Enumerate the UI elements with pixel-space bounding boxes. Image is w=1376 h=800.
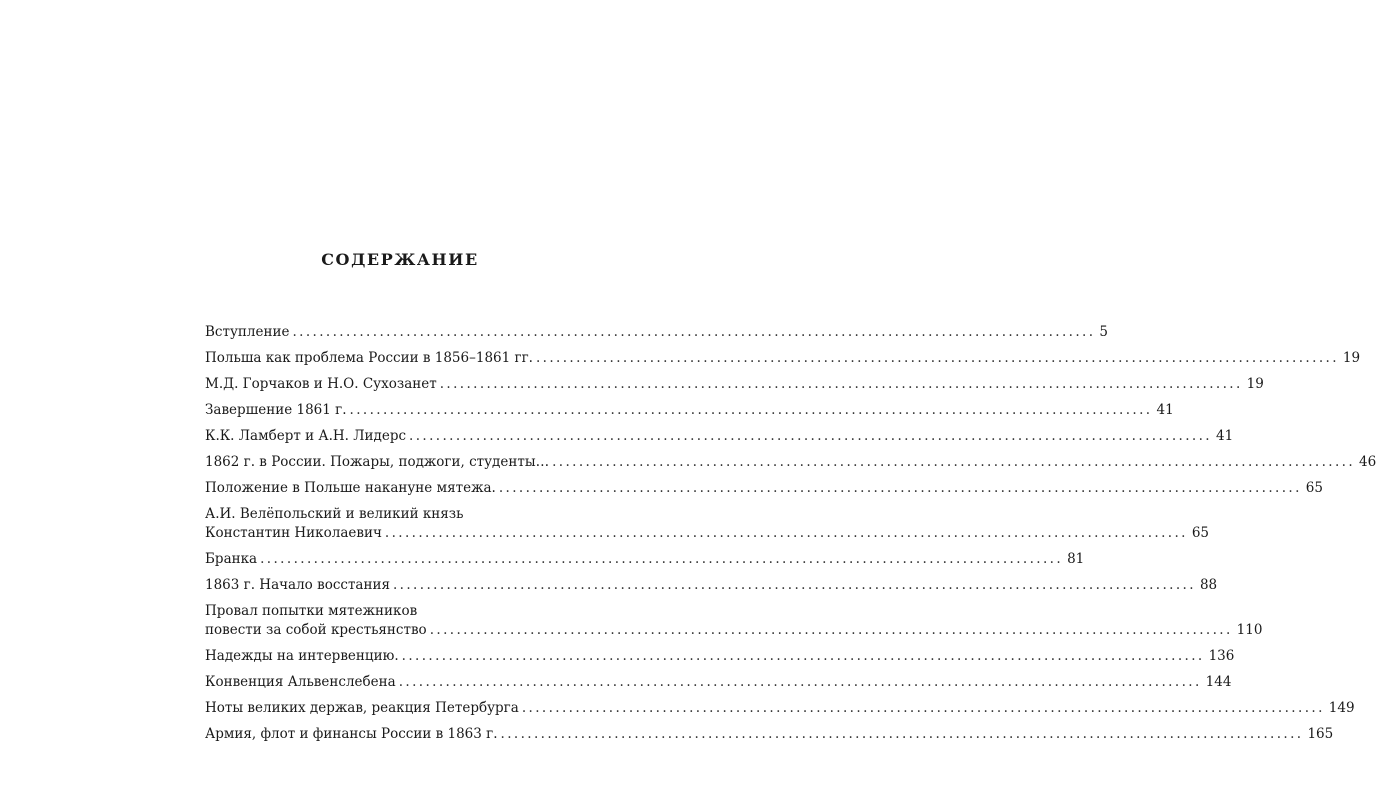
toc-page-number: 144 <box>1205 674 1232 690</box>
dot-leader: ........................................................................................................................ <box>260 551 1064 567</box>
toc-entry-row <box>205 453 1376 472</box>
toc-entry-row <box>205 576 1218 595</box>
dot-leader: ........................................................................................................................ <box>500 726 1304 742</box>
dot-leader: ........................................................................................................................ <box>552 454 1356 470</box>
dot-leader: ........................................................................................................................ <box>439 376 1243 392</box>
toc-page-number: 41 <box>1156 402 1174 418</box>
toc-page-number: 46 <box>1359 454 1376 470</box>
toc-entry <box>205 401 1174 420</box>
toc-entry-row <box>205 323 1108 342</box>
toc-entry-row <box>205 673 1232 692</box>
dot-leader: ........................................................................................................................ <box>292 324 1096 340</box>
toc-entry <box>205 576 1218 595</box>
toc-page-number: 136 <box>1208 648 1235 664</box>
toc-entry-row <box>205 427 1234 446</box>
toc-entry-row <box>205 699 1355 718</box>
toc-entry-row <box>205 375 1264 394</box>
toc-entry <box>205 479 1323 498</box>
toc-entry-title: Польша как проблема России в 1856–1861 гг. <box>205 350 533 366</box>
toc-entry-title: М.Д. Горчаков и Н.О. Сухозанет <box>205 376 437 392</box>
toc-entry-row <box>205 401 1174 420</box>
toc-entry-title: Завершение 1861 г. <box>205 402 347 418</box>
toc-page-number: 19 <box>1342 350 1361 366</box>
toc-entry <box>205 505 1210 543</box>
toc-page-number: 81 <box>1067 551 1085 567</box>
toc-entry-row <box>205 621 1263 640</box>
toc-entry <box>205 323 1108 342</box>
toc-entry <box>205 375 1264 394</box>
dot-leader: ........................................................................................................................ <box>521 700 1325 716</box>
toc-entry-title-line: Провал попытки мятежников <box>205 603 418 619</box>
toc-entry-row <box>205 647 1235 666</box>
toc-entry-title: Вступление <box>205 324 290 340</box>
toc-entry-title: 1863 г. Начало восстания <box>205 577 390 593</box>
toc-entry-row <box>205 479 1323 498</box>
toc-entry-row <box>205 550 1085 569</box>
toc-entry-title: К.К. Ламберт и А.Н. Лидерс <box>205 428 407 444</box>
toc-entry-title: Ноты великих держав, реакция Петербурга <box>205 700 519 716</box>
toc-entry-title: Армия, флот и финансы России в 1863 г. <box>205 726 498 742</box>
dot-leader: ........................................................................................................................ <box>535 350 1339 366</box>
toc-entry-row <box>205 524 1210 543</box>
toc-entry-title: Бранка <box>205 551 258 567</box>
toc-page-number: 149 <box>1328 700 1355 716</box>
toc-page-number: 165 <box>1307 726 1334 742</box>
toc-entry <box>205 647 1235 666</box>
toc-entry <box>205 453 1376 472</box>
dot-leader: ........................................................................................................................ <box>498 480 1302 496</box>
toc-entry-title: Константин Николаевич <box>205 525 382 541</box>
dot-leader: ........................................................................................................................ <box>349 402 1153 418</box>
toc-entry-title: Положение в Польше накануне мятежа. <box>205 480 496 496</box>
toc-page-number: 41 <box>1215 428 1234 444</box>
dot-leader: ........................................................................................................................ <box>429 622 1233 638</box>
dot-leader: ........................................................................................................................ <box>401 648 1205 664</box>
toc-entry <box>205 673 1232 692</box>
toc-entry-title: Надежды на интервенцию. <box>205 648 399 664</box>
toc-page-number: 19 <box>1246 376 1264 392</box>
toc-entry <box>205 699 1355 718</box>
toc-page-number: 65 <box>1191 525 1210 541</box>
toc-page-number: 65 <box>1305 480 1323 496</box>
toc-entry-title: Конвенция Альвенслебена <box>205 674 396 690</box>
toc-page-number: 88 <box>1199 577 1218 593</box>
toc-entry-row <box>205 725 1334 744</box>
toc-entry <box>205 427 1234 446</box>
toc-entry <box>205 550 1085 569</box>
table-of-contents <box>205 323 1376 751</box>
dot-leader: ........................................................................................................................ <box>384 525 1188 541</box>
toc-entry-row <box>205 349 1361 368</box>
page-title: СОДЕРЖАНИЕ <box>321 250 479 269</box>
toc-entry <box>205 725 1334 744</box>
toc-entry <box>205 349 1361 368</box>
dot-leader: ........................................................................................................................ <box>398 674 1202 690</box>
toc-entry-title-line: А.И. Велёпольский и великий князь <box>205 506 464 522</box>
toc-entry <box>205 602 1263 640</box>
toc-page-number: 110 <box>1236 622 1263 638</box>
toc-entry-title: 1862 г. в России. Пожары, поджоги, студенты… <box>205 454 550 470</box>
dot-leader: ........................................................................................................................ <box>409 428 1212 444</box>
dot-leader: ........................................................................................................................ <box>392 577 1196 593</box>
toc-entry-title: повести за собой крестьянство <box>205 622 427 638</box>
toc-page-number: 5 <box>1099 324 1108 340</box>
